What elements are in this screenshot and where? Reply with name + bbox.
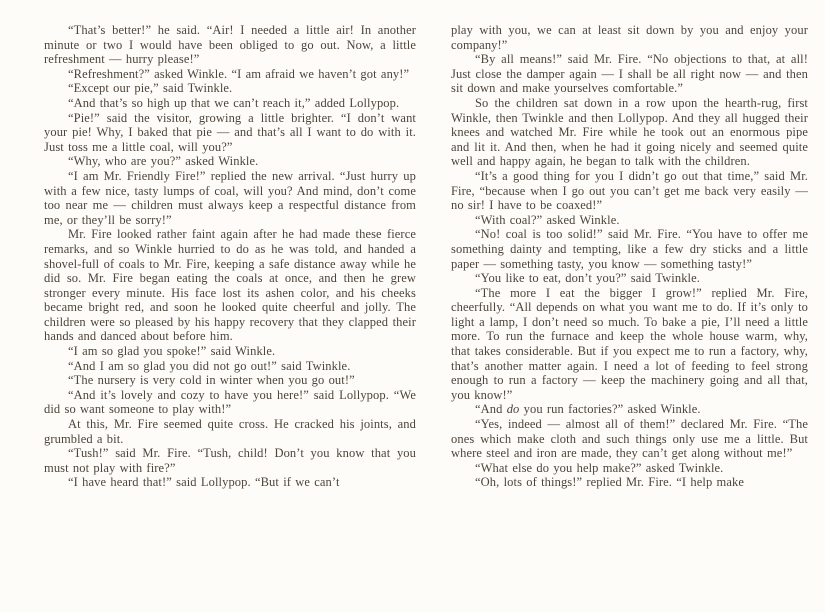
paragraph: At this, Mr. Fire seemed quite cross. He cracked his joints, and grumbled a bit. [44, 417, 416, 446]
paragraph: “I am so glad you spoke!” said Winkle. [68, 344, 276, 359]
paragraph: “You like to eat, don’t you?” said Twinkle. [475, 271, 700, 286]
paragraph: “Oh, lots of things!” replied Mr. Fire. “I help make [475, 475, 744, 490]
paragraph: Mr. Fire looked rather faint again after he had made these fierce remarks, and so Winkle hurried to do as he was told, and handed a shovel-full of coals to Mr. Fire, keeping a safe distance away while he did so. Mr. Fire began eating the coals at once, and then he grew stronger every minute. His face lost its ashen color, and his cheeks became bright red, and soon he looked quite cheerful and jolly. The children were so pleased by his happy recovery that they clapped their hands and danced about before him. [44, 227, 416, 344]
paragraph: “Why, who are you?” asked Winkle. [68, 154, 259, 169]
paragraph: “I have heard that!” said Lollypop. “But if we can’t [68, 475, 340, 490]
paragraph: “With coal?” asked Winkle. [475, 212, 620, 227]
paragraph: “No! coal is too solid!” said Mr. Fire. “You have to offer me something dainty and tempting, like a few dry sticks and a little paper — something tasty, you know — something tasty!” [451, 227, 808, 271]
paragraph: “And do you run factories?” asked Winkle. [475, 402, 701, 417]
paragraph: “That’s better!” he said. “Air! I needed a little air! In another minute or two I would have been obliged to go out. Now, a little refreshment — hurry please!” [44, 23, 416, 67]
paragraph: So the children sat down in a row upon the hearth-rug, first Winkle, then Twinkle and then Lollypop. And they all hugged their knees and watched Mr. Fire while he took out an enormous pipe and lit it. And then, when he had it going nicely and seemed quite well and happy again, he began to talk with the children. [451, 95, 808, 169]
paragraph: “Tush!” said Mr. Fire. “Tush, child! Don’t you know that you must not play with fire?” [44, 446, 416, 475]
paragraph: “And I am so glad you did not go out!” said Twinkle. [68, 358, 351, 373]
paragraph: “I am Mr. Friendly Fire!” replied the new arrival. “Just hurry up with a few nice, tasty lumps of coal, will you? And mind, don’t come too near me — children must always keep a respectful distance from me, or they’ll be sorry!” [44, 168, 416, 227]
page-right-text-column [451, 23, 808, 490]
paragraph: “The more I eat the bigger I grow!” replied Mr. Fire, cheerfully. “All depends on what you want me to do. If it’s only to light a lamp, I don’t need so much. To bake a pie, I’ll need a little more. To run the furnace and keep the whole house warm, why, that takes considerable. But if you expect me to run a factory, why, that’s another matter again. I need a lot of feeding to feel strong enough to run a factory — keep the machinery going and all that, you know!” [451, 285, 808, 402]
paragraph: “The nursery is very cold in winter when you go out!” [68, 373, 355, 388]
page-left-text-column [44, 23, 416, 490]
paragraph: “It’s a good thing for you I didn’t go out that time,” said Mr. Fire, “because when I go out you can’t get me back very easily — no sir! I have to be coaxed!” [451, 168, 808, 213]
paragraph: “Yes, indeed — almost all of them!” declared Mr. Fire. “The ones which make cloth and such things only use me a little. But where steel and iron are made, they can’t get along without me!” [451, 417, 808, 461]
paragraph: “Pie!” said the visitor, growing a little brighter. “I don’t want your pie! Why, I baked that pie — and that’s all I want to do with it. Just toss me a little coal, will you?” [44, 110, 416, 154]
paragraph: “What else do you help make?” asked Twinkle. [475, 460, 724, 475]
paragraph: “Refreshment?” asked Winkle. “I am afraid we haven’t got any!” [68, 66, 410, 81]
paragraph: “And that’s so high up that we can’t reach it,” added Lollypop. [68, 95, 400, 110]
paragraph: “Except our pie,” said Twinkle. [68, 81, 233, 96]
paragraph: play with you, we can at least sit down by you and enjoy your company!” [451, 23, 808, 52]
paragraph: “And it’s lovely and cozy to have you here!” said Lollypop. “We did so want someone to play with!” [44, 387, 416, 417]
paragraph: “By all means!” said Mr. Fire. “No objections to that, at all! Just close the damper again — I shall be all right now — and then sit down and make yourselves comfortable.” [451, 52, 808, 96]
